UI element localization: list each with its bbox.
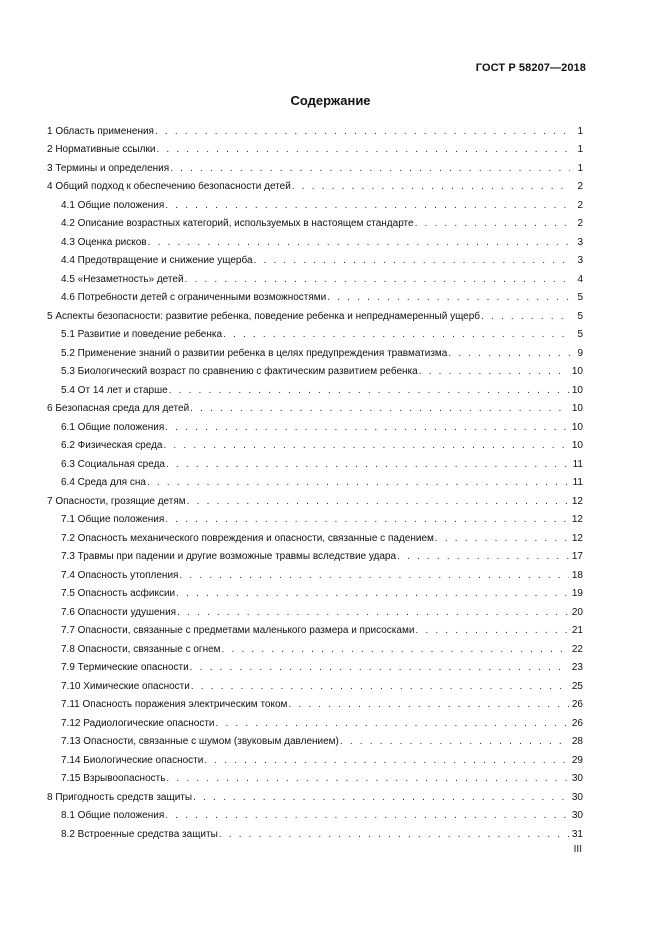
toc-entry-page: 23 [571,662,583,673]
toc-entry[interactable] [47,193,583,212]
toc-entry-page: 1 [577,144,583,155]
dot-leader [156,143,570,156]
toc-entry-label: 7.6 Опасности удушения [61,606,177,618]
toc-entry[interactable] [47,767,583,786]
toc-entry-label: 3 Термины и определения [47,162,170,174]
toc-entry-label: 7.15 Взрывоопасность [61,773,166,784]
dot-leader [191,680,569,693]
dot-leader [219,828,569,841]
toc-entry-label: 8 Пригодность средств защиты [47,791,193,803]
dot-leader [419,365,569,378]
toc-entry-label: 7.13 Опасности, связанные с шумом (звуковым давлением) [61,736,339,747]
toc-entry-label: 1 Область применения [47,125,154,137]
toc-entry[interactable] [47,656,583,675]
dot-leader [165,421,569,434]
toc-entry[interactable] [47,619,583,638]
toc-entry-page: 3 [577,236,583,248]
toc-entry[interactable] [47,304,583,323]
dot-leader [166,458,570,471]
toc-entry-label: 4.3 Оценка рисков [61,236,147,248]
toc-entry[interactable] [47,378,583,397]
document-code: ГОСТ Р 58207—2018 [475,62,586,74]
toc-entry-label: 7.12 Радиологические опасности [61,717,215,729]
toc-entry-page: 22 [571,643,583,655]
toc-entry[interactable] [47,212,583,231]
toc-entry-label: 4.6 Потребности детей с ограниченными возможностями [61,292,327,303]
toc-entry-label: 8.2 Встроенные средства защиты [61,828,218,840]
toc-entry-label: 7.1 Общие положения [61,514,165,525]
dot-leader [169,384,569,397]
toc-entry-label: 7 Опасности, грозящие детям [47,495,186,507]
dot-leader [187,495,569,508]
dot-leader [166,772,568,785]
toc-entry-label: 4.4 Предотвращение и снижение ущерба [61,255,253,266]
dot-leader [222,643,569,656]
toc-entry-label: 7.7 Опасности, связанные с предметами маленького размера и присосками [61,625,415,636]
toc-entry[interactable] [47,323,583,342]
toc-entry-page: 20 [571,606,583,618]
toc-entry-page: 30 [571,791,583,803]
toc-entry[interactable] [47,730,583,749]
toc-entry[interactable] [47,138,583,157]
toc-entry-page: 17 [571,551,583,562]
dot-leader [176,587,569,600]
dot-leader [148,236,570,249]
dot-leader [340,735,569,748]
toc-entry-page: 26 [571,699,583,710]
toc-entry[interactable] [47,582,583,601]
toc-entry[interactable] [47,563,583,582]
dot-leader [204,754,569,767]
toc-entry-page: 3 [577,255,583,266]
toc-entry-page: 2 [577,181,583,192]
toc-entry[interactable] [47,804,583,823]
toc-entry[interactable] [47,471,583,490]
toc-entry[interactable] [47,489,583,508]
toc-entry[interactable] [47,286,583,305]
toc-entry[interactable] [47,674,583,693]
toc-entry-label: 7.10 Химические опасности [61,680,190,692]
toc-entry-label: 4 Общий подход к обеспечению безопасности детей [47,181,291,192]
dot-leader [165,809,569,822]
dot-leader [147,476,570,489]
toc-entry-label: 6 Безопасная среда для детей [47,403,190,414]
table-of-contents [47,119,583,841]
page-number: III [573,844,582,855]
toc-entry-label: 7.8 Опасности, связанные с огнем [61,643,221,655]
toc-entry[interactable] [47,637,583,656]
toc-entry[interactable] [47,785,583,804]
toc-entry[interactable] [47,360,583,379]
toc-entry-page: 5 [577,292,583,303]
toc-entry[interactable] [47,526,583,545]
toc-entry-page: 9 [577,347,583,359]
toc-entry-label: 6.2 Физическая среда [61,440,163,451]
toc-entry-page: 12 [571,532,583,544]
toc-entry[interactable] [47,545,583,564]
dot-leader [292,180,570,193]
toc-entry-label: 6.3 Социальная среда [61,458,165,470]
toc-entry-label: 7.11 Опасность поражения электрическим током [61,699,288,710]
toc-entry[interactable] [47,156,583,175]
toc-entry[interactable] [47,434,583,453]
dot-leader [177,606,569,619]
dot-leader [190,661,569,674]
toc-entry-page: 4 [577,273,583,285]
dot-leader [179,569,568,582]
toc-entry-page: 1 [577,162,583,174]
toc-entry-page: 28 [571,736,583,747]
dot-leader [254,254,570,267]
dot-leader [165,199,570,212]
toc-entry-page: 5 [577,310,583,322]
toc-entry-page: 21 [571,625,583,636]
dot-leader [155,125,570,138]
toc-entry-page: 10 [571,384,583,396]
toc-entry-label: 5 Аспекты безопасности: развитие ребенка, поведение ребенка и непреднамеренный ущерб [47,310,481,322]
dot-leader [327,291,570,304]
dot-leader [288,698,568,711]
toc-entry[interactable] [47,230,583,249]
toc-entry-label: 5.3 Биологический возраст по сравнению с фактическим развитием ребенка [61,366,418,377]
dot-leader [193,791,569,804]
toc-entry-page: 12 [571,514,583,525]
toc-entry-page: 11 [572,477,583,488]
toc-entry-page: 11 [572,458,583,470]
toc-entry-label: 7.2 Опасность механического повреждения и опасности, связанные с падением [61,532,434,544]
toc-entry-label: 7.4 Опасность утопления [61,569,179,581]
toc-entry-page: 31 [571,828,583,840]
toc-entry-label: 7.9 Термические опасности [61,662,189,673]
toc-entry-page: 18 [571,569,583,581]
toc-entry-page: 2 [577,218,583,229]
toc-entry-label: 4.5 «Незаметность» детей [61,273,184,285]
toc-entry[interactable] [47,508,583,527]
toc-entry-page: 25 [571,680,583,692]
toc-entry[interactable] [47,748,583,767]
toc-entry[interactable] [47,119,583,138]
dot-leader [163,439,568,452]
toc-entry[interactable] [47,249,583,268]
toc-entry-label: 5.4 От 14 лет и старше [61,384,168,396]
toc-entry-label: 4.2 Описание возрастных категорий, используемых в настоящем стандарте [61,218,414,229]
toc-entry-label: 6.1 Общие положения [61,421,165,433]
dot-leader [165,513,569,526]
dot-leader [216,717,569,730]
toc-entry-page: 5 [577,329,583,340]
toc-title: Содержание [290,93,371,108]
toc-entry[interactable] [47,822,583,841]
toc-entry-page: 26 [571,717,583,729]
toc-entry-label: 2 Нормативные ссылки [47,144,156,155]
toc-entry-page: 2 [577,199,583,211]
dot-leader [170,162,570,175]
dot-leader [185,273,570,286]
toc-entry-page: 10 [571,366,583,377]
toc-entry-label: 8.1 Общие положения [61,810,165,821]
toc-entry[interactable] [47,175,583,194]
dot-leader [448,347,570,360]
toc-entry[interactable] [47,415,583,434]
toc-entry[interactable] [47,341,583,360]
toc-entry-page: 30 [571,810,583,821]
toc-entry[interactable] [47,600,583,619]
toc-entry[interactable] [47,397,583,416]
dot-leader [190,402,569,415]
toc-entry-label: 5.1 Развитие и поведение ребенка [61,329,223,340]
toc-entry-page: 19 [571,588,583,599]
toc-entry-label: 5.2 Применение знаний о развитии ребенка в целях предупреждения травматизма [61,347,448,359]
toc-entry-page: 1 [577,125,583,137]
toc-entry-label: 4.1 Общие положения [61,199,165,211]
toc-entry-page: 10 [571,421,583,433]
toc-entry[interactable] [47,267,583,286]
toc-entry-label: 7.5 Опасность асфиксии [61,588,176,599]
toc-entry[interactable] [47,693,583,712]
dot-leader [397,550,569,563]
toc-entry[interactable] [47,711,583,730]
toc-entry-page: 12 [571,495,583,507]
toc-entry-page: 10 [571,403,583,414]
dot-leader [415,624,568,637]
dot-leader [435,532,569,545]
toc-entry-page: 30 [571,773,583,784]
toc-entry[interactable] [47,452,583,471]
dot-leader [223,328,570,341]
toc-entry-page: 29 [571,754,583,766]
toc-entry-label: 7.14 Биологические опасности [61,754,204,766]
dot-leader [415,217,570,230]
toc-entry-page: 10 [571,440,583,451]
toc-entry-label: 7.3 Травмы при падении и другие возможные травмы вследствие удара [61,551,397,562]
toc-entry-label: 6.4 Среда для сна [61,477,146,488]
dot-leader [481,310,570,323]
